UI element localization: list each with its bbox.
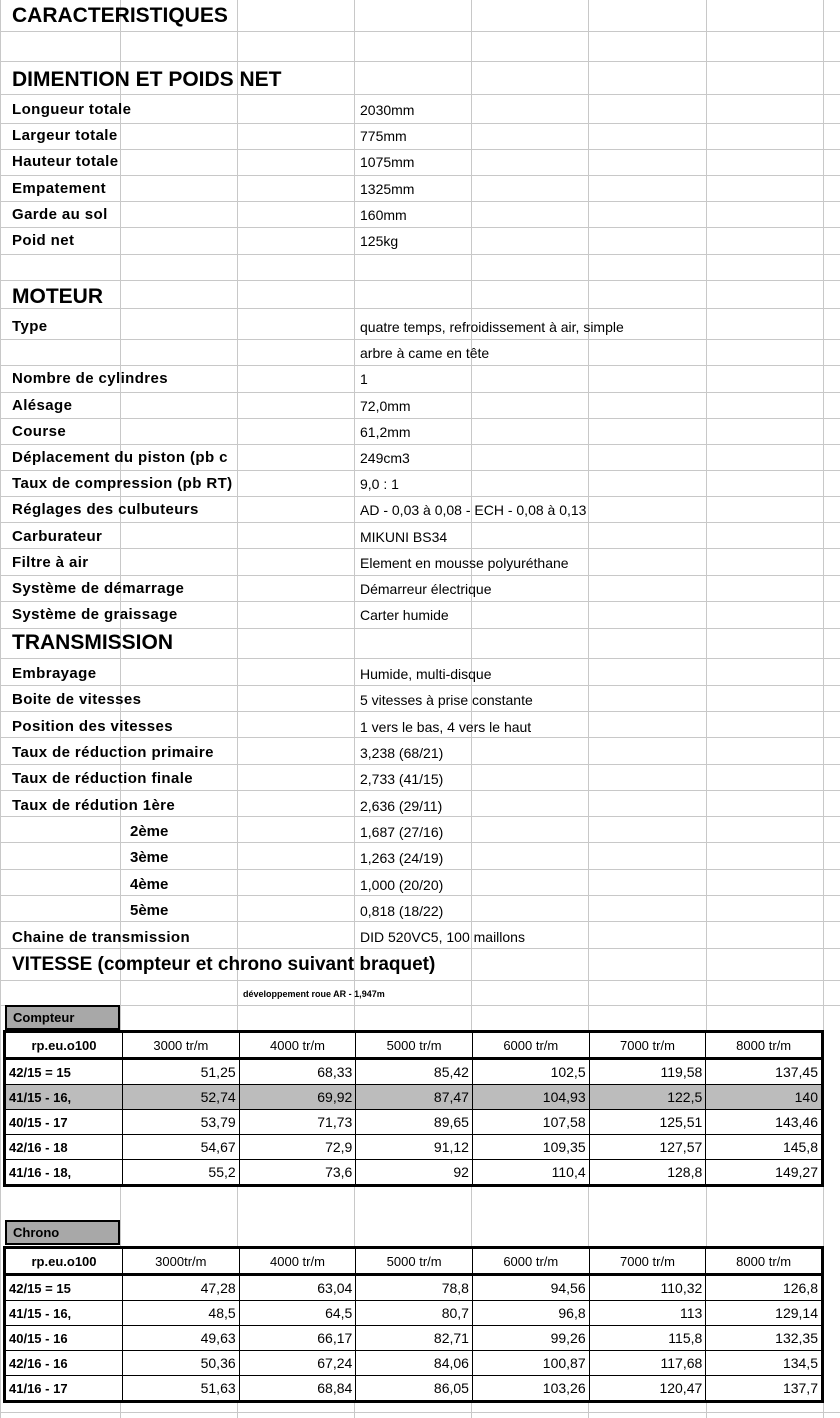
speed-cell: 68,84 xyxy=(239,1376,356,1402)
dimension-label: Empatement xyxy=(12,179,107,197)
dimension-label: Largeur totale xyxy=(12,127,118,145)
speed-cell: 143,46 xyxy=(706,1110,823,1135)
speed-cell: 99,26 xyxy=(472,1326,589,1351)
speed-cell: 109,35 xyxy=(472,1135,589,1160)
moteur-label: Déplacement du piston (pb c xyxy=(12,449,228,466)
speed-cell: 110,4 xyxy=(472,1160,589,1186)
table-row xyxy=(5,1110,823,1135)
rpm-header: 8000 tr/m xyxy=(706,1248,823,1275)
speed-cell: 107,58 xyxy=(472,1110,589,1135)
speed-cell: 145,8 xyxy=(706,1135,823,1160)
speed-cell: 126,8 xyxy=(706,1275,823,1301)
gearing-cell: 41/15 - 16, xyxy=(5,1301,123,1326)
grid-row xyxy=(0,281,840,309)
dimension-label: Hauteur totale xyxy=(12,153,119,171)
grid-row xyxy=(0,981,840,1006)
gearing-cell: 42/16 - 16 xyxy=(5,1351,123,1376)
gear-ratio-value: 0,818 (18/22) xyxy=(360,902,444,919)
moteur-value: 61,2mm xyxy=(360,423,411,440)
gear-ratio-value: 1,687 (27/16) xyxy=(360,824,444,840)
gearing-cell: 41/16 - 18, xyxy=(5,1160,123,1186)
speed-cell: 91,12 xyxy=(356,1135,473,1160)
moteur-label: Taux de compression (pb RT) xyxy=(12,475,233,493)
rpm-header: 4000 tr/m xyxy=(239,1248,356,1275)
wheel-development-note: développement roue AR - 1,947m xyxy=(243,989,385,999)
vitesse-heading: VITESSE (compteur et chrono suivant braquet) xyxy=(12,954,436,975)
gear-ratio-label: 2ème xyxy=(130,823,169,840)
moteur-value: Démarreur électrique xyxy=(360,581,492,597)
dimension-label: Garde au sol xyxy=(12,205,108,223)
gearing-cell: 41/15 - 16, xyxy=(5,1085,123,1110)
rpm-header: 6000 tr/m xyxy=(472,1032,589,1059)
speed-cell: 52,74 xyxy=(123,1085,240,1110)
transmission-label: Taux de rédution 1ère xyxy=(12,796,176,814)
rpm-header: 3000tr/m xyxy=(123,1248,240,1275)
table-row xyxy=(5,1326,823,1351)
speed-cell: 89,65 xyxy=(356,1110,473,1135)
speed-cell: 66,17 xyxy=(239,1326,356,1351)
speed-cell: 53,79 xyxy=(123,1110,240,1135)
speed-cell: 96,8 xyxy=(472,1301,589,1326)
moteur-value: 249cm3 xyxy=(360,450,410,466)
dimension-value: 1075mm xyxy=(360,154,415,171)
table-row xyxy=(5,1160,823,1186)
speed-cell: 129,14 xyxy=(706,1301,823,1326)
speed-cell: 149,27 xyxy=(706,1160,823,1186)
dimension-label: Poid net xyxy=(12,232,75,249)
speed-cell: 63,04 xyxy=(239,1275,356,1301)
gearing-cell: 41/16 - 17 xyxy=(5,1376,123,1402)
rpm-header: 6000 tr/m xyxy=(472,1248,589,1275)
chain-label: Chaine de transmission xyxy=(12,929,191,946)
chrono-table xyxy=(3,1246,824,1403)
speed-cell: 68,33 xyxy=(239,1059,356,1085)
speed-cell: 54,67 xyxy=(123,1135,240,1160)
speed-cell: 73,6 xyxy=(239,1160,356,1186)
speed-cell: 117,68 xyxy=(589,1351,706,1376)
compteur-table xyxy=(3,1030,824,1187)
transmission-value: Humide, multi-disque xyxy=(360,666,492,682)
moteur-value: quatre temps, refroidissement à air, simple xyxy=(360,319,624,335)
dimensions-heading: DIMENTION ET POIDS NET xyxy=(12,68,282,91)
speed-cell: 85,42 xyxy=(356,1059,473,1085)
gearing-cell: 40/15 - 16 xyxy=(5,1326,123,1351)
speed-cell: 80,7 xyxy=(356,1301,473,1326)
speed-cell: 140 xyxy=(706,1085,823,1110)
gearing-cell: 42/15 = 15 xyxy=(5,1275,123,1301)
moteur-value: 9,0 : 1 xyxy=(360,476,399,493)
gearing-cell: 42/15 = 15 xyxy=(5,1059,123,1085)
transmission-heading: TRANSMISSION xyxy=(12,631,174,654)
speed-cell: 48,5 xyxy=(123,1301,240,1326)
transmission-value: 1 vers le bas, 4 vers le haut xyxy=(360,718,532,735)
moteur-label: Système de démarrage xyxy=(12,580,185,597)
grid-row xyxy=(0,176,840,202)
chrono-badge: Chrono xyxy=(5,1220,120,1245)
speed-cell: 120,47 xyxy=(589,1376,706,1402)
compteur-badge: Compteur xyxy=(5,1005,120,1030)
table-row xyxy=(5,1085,823,1110)
rpm-header: 5000 tr/m xyxy=(356,1248,473,1275)
speed-cell: 125,51 xyxy=(589,1110,706,1135)
speed-cell: 128,8 xyxy=(589,1160,706,1186)
rpm-header: 7000 tr/m xyxy=(589,1248,706,1275)
speed-cell: 67,24 xyxy=(239,1351,356,1376)
gearing-cell: 42/16 - 18 xyxy=(5,1135,123,1160)
moteur-label: Carburateur xyxy=(12,527,103,545)
transmission-label: Boite de vitesses xyxy=(12,691,142,709)
table-header-row xyxy=(5,1248,823,1275)
page-title: CARACTERISTIQUES xyxy=(12,4,228,27)
gearing-header: rp.eu.o100 xyxy=(5,1032,123,1059)
transmission-value: 3,238 (68/21) xyxy=(360,744,444,761)
moteur-value: Element en mousse polyuréthane xyxy=(360,554,569,571)
speed-cell: 51,63 xyxy=(123,1376,240,1402)
transmission-value: 2,733 (41/15) xyxy=(360,771,444,788)
speed-cell: 72,9 xyxy=(239,1135,356,1160)
speed-cell: 82,71 xyxy=(356,1326,473,1351)
dimension-value: 1325mm xyxy=(360,180,415,197)
rpm-header: 7000 tr/m xyxy=(589,1032,706,1059)
moteur-label: Système de graissage xyxy=(12,606,178,624)
moteur-value: 72,0mm xyxy=(360,397,411,414)
transmission-value: 2,636 (29/11) xyxy=(360,797,443,814)
grid-row xyxy=(0,202,840,228)
speed-cell: 47,28 xyxy=(123,1275,240,1301)
moteur-value: Carter humide xyxy=(360,607,449,624)
gear-ratio-label: 3ème xyxy=(130,849,169,867)
speed-cell: 69,92 xyxy=(239,1085,356,1110)
grid-row xyxy=(0,150,840,176)
speed-cell: 104,93 xyxy=(472,1085,589,1110)
speed-cell: 115,8 xyxy=(589,1326,706,1351)
table-row xyxy=(5,1351,823,1376)
speed-cell: 87,47 xyxy=(356,1085,473,1110)
speed-cell: 71,73 xyxy=(239,1110,356,1135)
dimension-value: 160mm xyxy=(360,206,407,223)
grid-row xyxy=(0,393,840,419)
table-row xyxy=(5,1376,823,1402)
speed-cell: 134,5 xyxy=(706,1351,823,1376)
gearing-cell: 40/15 - 17 xyxy=(5,1110,123,1135)
speed-cell: 113 xyxy=(589,1301,706,1326)
transmission-label: Taux de réduction primaire xyxy=(12,743,214,761)
gear-ratio-label: 5ème xyxy=(130,901,169,919)
grid-row xyxy=(0,255,840,281)
speed-cell: 64,5 xyxy=(239,1301,356,1326)
moteur-label: Type xyxy=(12,318,48,335)
rpm-header: 8000 tr/m xyxy=(706,1032,823,1059)
speed-cell: 51,25 xyxy=(123,1059,240,1085)
moteur-value: 1 xyxy=(360,371,368,388)
moteur-label: Alésage xyxy=(12,396,73,414)
speed-cell: 55,2 xyxy=(123,1160,240,1186)
table-row xyxy=(5,1135,823,1160)
grid-row xyxy=(0,124,840,150)
speed-cell: 137,45 xyxy=(706,1059,823,1085)
moteur-value: MIKUNI BS34 xyxy=(360,528,448,545)
speed-cell: 103,26 xyxy=(472,1376,589,1402)
moteur-label: Course xyxy=(12,422,67,440)
dimension-value: 125kg xyxy=(360,233,399,249)
speed-cell: 92 xyxy=(356,1160,473,1186)
rpm-header: 5000 tr/m xyxy=(356,1032,473,1059)
speed-cell: 119,58 xyxy=(589,1059,706,1085)
gear-ratio-value: 1,000 (20/20) xyxy=(360,876,444,893)
dimension-value: 775mm xyxy=(360,128,407,145)
speed-cell: 100,87 xyxy=(472,1351,589,1376)
speed-cell: 49,63 xyxy=(123,1326,240,1351)
table-row xyxy=(5,1059,823,1085)
table-header-row xyxy=(5,1032,823,1059)
rpm-header: 4000 tr/m xyxy=(239,1032,356,1059)
gear-ratio-value: 1,263 (24/19) xyxy=(360,850,444,867)
transmission-label: Taux de réduction finale xyxy=(12,770,194,788)
gear-ratio-label: 4ème xyxy=(130,875,169,893)
speed-cell: 50,36 xyxy=(123,1351,240,1376)
speed-cell: 84,06 xyxy=(356,1351,473,1376)
chain-value: DID 520VC5, 100 maillons xyxy=(360,929,525,945)
moteur-label: Nombre de cylindres xyxy=(12,370,168,388)
speed-cell: 132,35 xyxy=(706,1326,823,1351)
grid-row xyxy=(0,419,840,445)
grid-row xyxy=(0,228,840,255)
moteur-label: Réglages des culbuteurs xyxy=(12,501,199,519)
speed-cell: 137,7 xyxy=(706,1376,823,1402)
moteur-label: Filtre à air xyxy=(12,553,89,571)
rpm-header: 3000 tr/m xyxy=(123,1032,240,1059)
table-row xyxy=(5,1275,823,1301)
speed-cell: 122,5 xyxy=(589,1085,706,1110)
gearing-header: rp.eu.o100 xyxy=(5,1248,123,1275)
speed-cell: 102,5 xyxy=(472,1059,589,1085)
transmission-label: Embrayage xyxy=(12,665,97,682)
moteur-value: arbre à came en tête xyxy=(360,345,490,362)
moteur-value: AD - 0,03 à 0,08 - ECH - 0,08 à 0,13 xyxy=(360,502,587,519)
moteur-heading: MOTEUR xyxy=(12,285,103,308)
transmission-value: 5 vitesses à prise constante xyxy=(360,692,533,709)
speed-cell: 78,8 xyxy=(356,1275,473,1301)
grid-row xyxy=(0,32,840,62)
transmission-label: Position des vitesses xyxy=(12,717,173,735)
speed-cell: 127,57 xyxy=(589,1135,706,1160)
dimension-value: 2030mm xyxy=(360,102,415,118)
speed-cell: 94,56 xyxy=(472,1275,589,1301)
dimension-label: Longueur totale xyxy=(12,101,132,118)
speed-cell: 110,32 xyxy=(589,1275,706,1301)
table-row xyxy=(5,1301,823,1326)
speed-cell: 86,05 xyxy=(356,1376,473,1402)
